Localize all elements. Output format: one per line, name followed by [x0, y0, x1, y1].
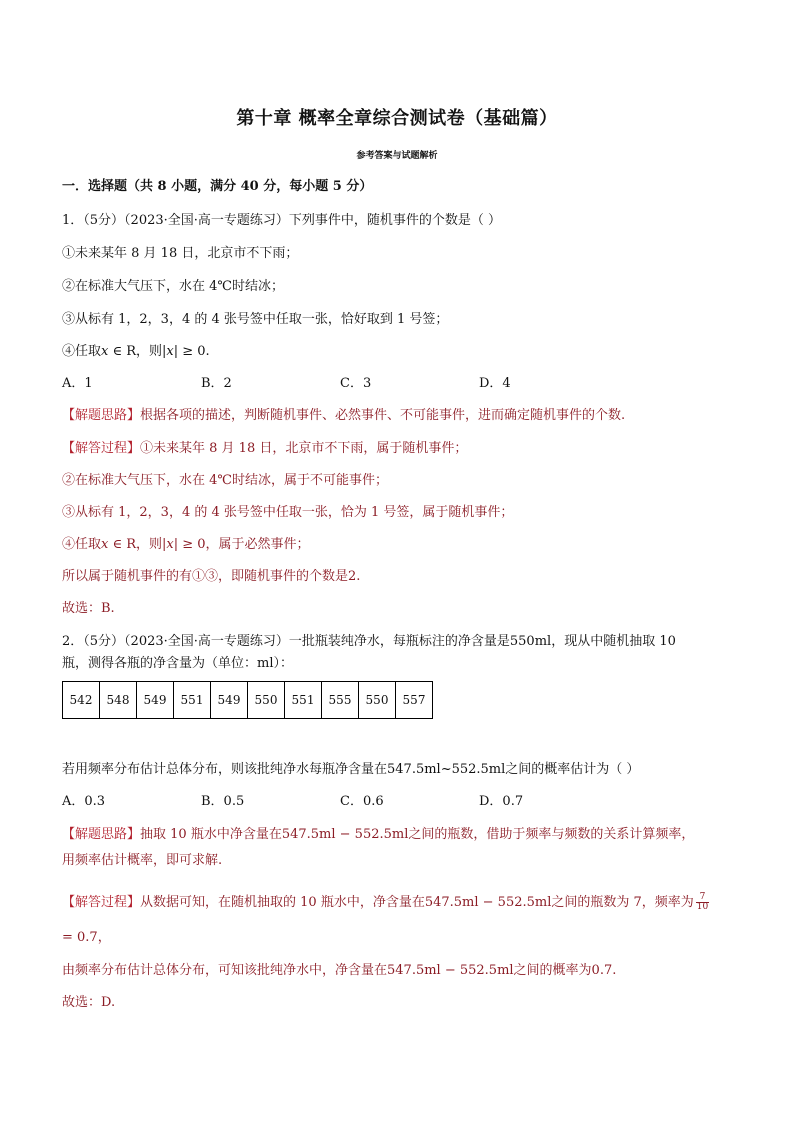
q1-item-2: ②在标准大气压下，水在 4℃时结冰； — [62, 279, 284, 294]
q2-question: 若用频率分布估计总体分布，则该批纯净水每瓶净含量在547.5ml~552.5ml之间的概率估计为（ ） — [62, 762, 640, 777]
q1-answer: 故选：B. — [62, 601, 115, 616]
q1-item-1: ①未来某年 8 月 18 日，北京市不下雨； — [62, 246, 299, 261]
table-cell: 550 — [359, 682, 396, 719]
q2-process-b: = 0.7， — [62, 930, 111, 945]
q2-options — [62, 793, 752, 811]
q2-process-text-a: 从数据可知，在随机抽取的 10 瓶水中，净含量在547.5ml − 552.5ml之间的瓶数为 7，频率为 — [140, 895, 694, 910]
q1-conclusion: 所以属于随机事件的有①③，即随机事件的个数是2. — [62, 569, 361, 584]
q1-item-4: ④任取𝑥 ∈ R，则|𝑥| ≥ 0. — [62, 344, 210, 359]
q1-process-3: ③从标有 1，2，3，4 的 4 张号签中任取一张，恰为 1 号签，属于随机事件； — [62, 505, 514, 520]
q2-stem-b: 瓶，测得各瓶的净含量为（单位：ml）： — [62, 656, 293, 671]
q1-process-label: 【解答过程】 — [62, 441, 141, 456]
table-cell: 549 — [137, 682, 174, 719]
table-cell: 551 — [174, 682, 211, 719]
q2-hint-a — [62, 826, 752, 844]
table-cell: 555 — [322, 682, 359, 719]
table-cell: 551 — [285, 682, 322, 719]
q1-hint-label: 【解题思路】 — [62, 408, 141, 423]
fraction-denominator: 10 — [696, 902, 709, 912]
q2-hint-text-a: 抽取 10 瓶水中净含量在547.5ml − 552.5ml之间的瓶数，借助于频率与频数的关系计算频率， — [140, 827, 695, 842]
q2-option-a: A．0.3 — [62, 794, 106, 809]
q2-option-b: B．0.5 — [201, 794, 245, 809]
fraction-numerator: 7 — [696, 893, 709, 903]
q1-process-1 — [62, 440, 752, 458]
q1-hint — [62, 407, 752, 425]
table-cell: 549 — [211, 682, 248, 719]
q2-option-d: D．0.7 — [479, 794, 524, 809]
q2-option-c: C．0.6 — [340, 794, 384, 809]
q2-fraction — [696, 893, 709, 912]
q1-hint-text: 根据各项的描述，判断随机事件、必然事件、不可能事件，进而确定随机事件的个数. — [140, 408, 626, 423]
page-subtitle: 参考答案与试题解析 — [356, 151, 438, 161]
q2-answer: 故选：D. — [62, 995, 116, 1010]
table-cell: 550 — [248, 682, 285, 719]
q2-hint-b: 用频率估计概率，即可求解. — [62, 853, 223, 868]
q2-process-label: 【解答过程】 — [62, 895, 141, 910]
table-row — [63, 682, 433, 719]
q1-option-b: B．2 — [201, 376, 232, 391]
q2-stem-a: 2．（5分）（2023·全国·高一专题练习）一批瓶装纯净水，每瓶标注的净含量是550ml，现从中随机抽取 10 — [62, 634, 676, 649]
q2-process-a — [62, 893, 752, 912]
q2-hint-label: 【解题思路】 — [62, 827, 141, 842]
q2-data-table — [62, 681, 433, 719]
q1-process-2: ②在标准大气压下，水在 4℃时结冰，属于不可能事件； — [62, 473, 388, 488]
q1-process-4: ④任取𝑥 ∈ R，则|𝑥| ≥ 0，属于必然事件； — [62, 537, 310, 552]
q1-option-d: D．4 — [479, 376, 511, 391]
table-cell: 548 — [100, 682, 137, 719]
page-title: 第十章 概率全章综合测试卷（基础篇） — [236, 108, 558, 129]
q1-item-3: ③从标有 1，2，3，4 的 4 张号签中任取一张，恰好取到 1 号签； — [62, 312, 449, 327]
section-heading: 一．选择题（共 8 小题，满分 40 分，每小题 5 分） — [62, 179, 373, 194]
q1-stem: 1．（5分）（2023·全国·高一专题练习）下列事件中，随机事件的个数是（ ） — [62, 213, 502, 228]
q1-option-a: A．1 — [62, 376, 93, 391]
q2-conclusion: 由频率分布估计总体分布，可知该批纯净水中，净含量在547.5ml − 552.5ml之间的概率为0.7. — [62, 963, 617, 978]
q1-options — [62, 375, 752, 393]
table-cell: 557 — [396, 682, 433, 719]
q1-process-text-1: ①未来某年 8 月 18 日，北京市不下雨，属于随机事件； — [140, 441, 468, 456]
q1-option-c: C．3 — [340, 376, 372, 391]
table-cell: 542 — [63, 682, 100, 719]
